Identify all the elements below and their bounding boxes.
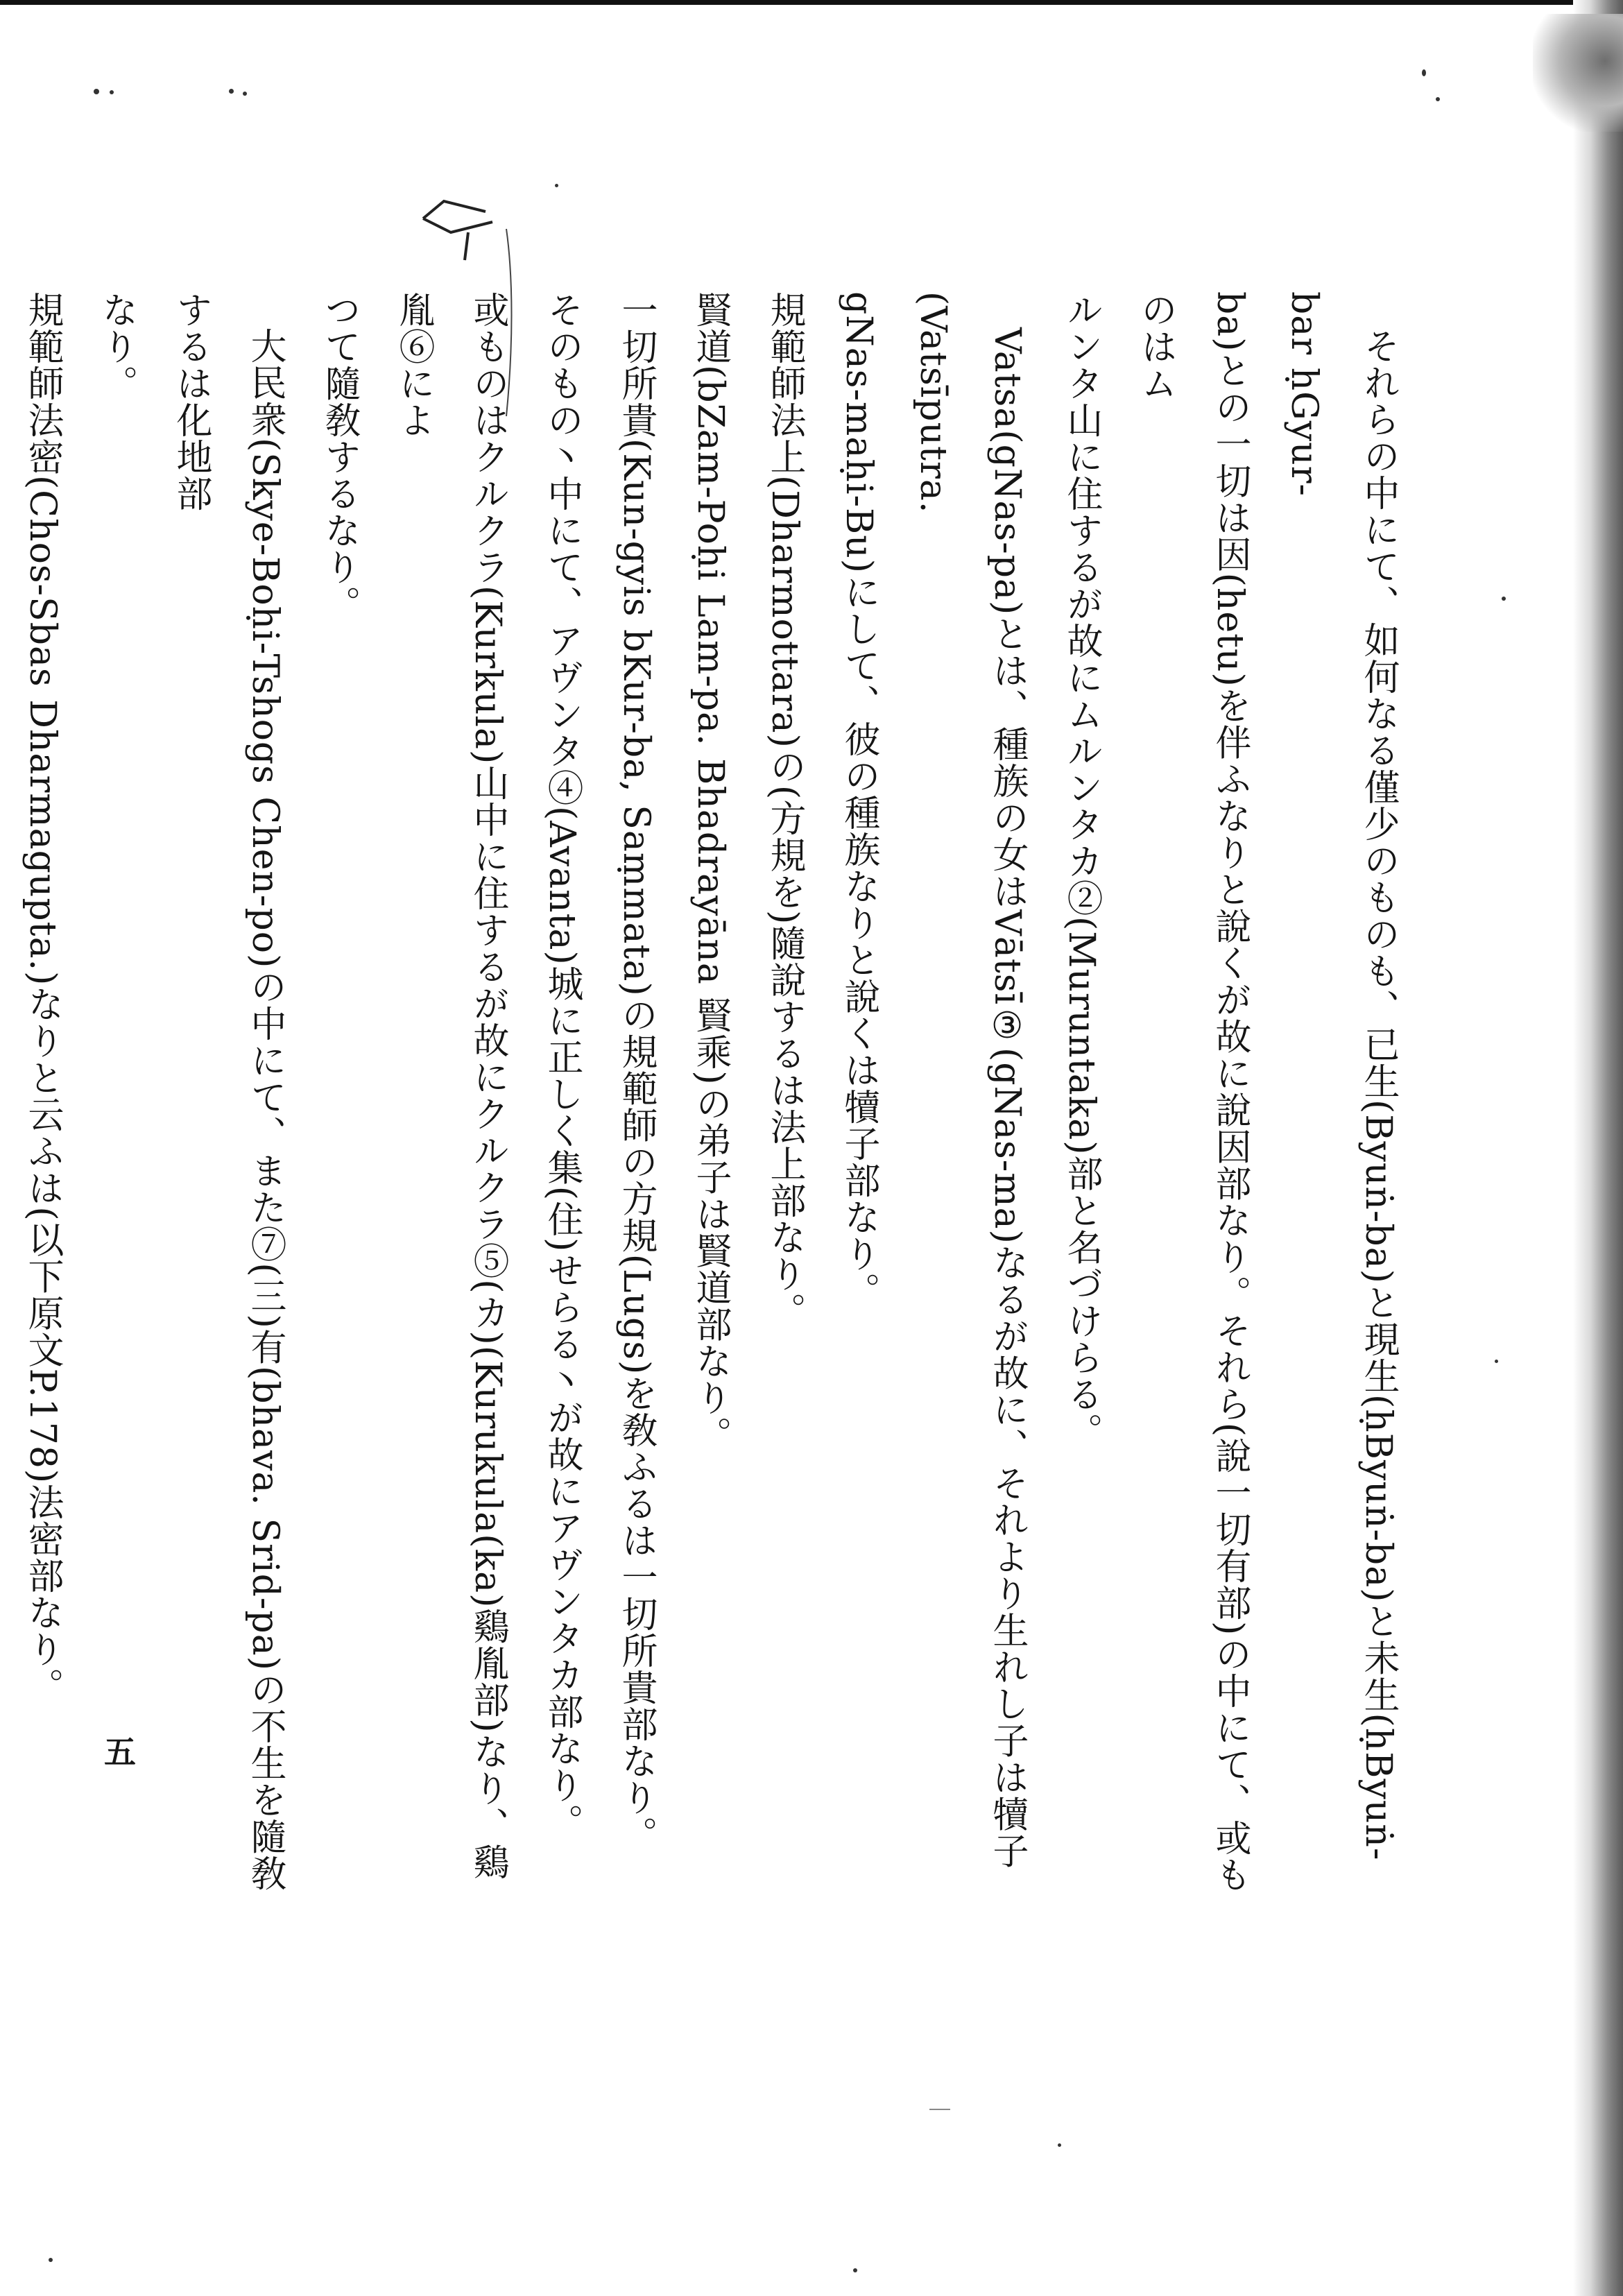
- scan-right-shadow: [1573, 0, 1623, 2296]
- scan-corner-shadow: [1533, 14, 1623, 132]
- text-line: 規範師法密(Chos-Sbas Dharmagupta.)なりと云ふは(以下原文P.178)法密部なり。: [22, 291, 63, 1705]
- page-number: 五: [104, 1733, 136, 1771]
- text-line: 大民衆(Skye-Boḥi-Tshogs Chen-po)の中にて、また⑦(三)有(bhava. Srid-pa)の不生を隨敎するは化地部: [170, 291, 286, 1892]
- vertical-text-body: [0, 291, 1415, 1908]
- text-line: 規範師法上(Dharmottara)の(方規を)隨說するは法上部なり。: [764, 291, 805, 1330]
- text-line: つて隨敎するなり。: [318, 291, 360, 622]
- scan-speck: [1495, 1360, 1498, 1363]
- text-line: gNas-maḥi-Bu)にして、彼の種族なりと說くは犢子部なり。: [838, 291, 879, 1310]
- scan-speck: [49, 2258, 53, 2262]
- text-line: それらの中にて、如何なる僅少のものも、已生(Byuṅ-ba)と現生(ḥByuṅ-ba)と未生(ḥByuṅ-bar ḥGyur-: [1283, 291, 1399, 1861]
- scan-speck: [110, 90, 114, 94]
- scan-speck: [229, 89, 234, 94]
- scan-speck: [929, 2109, 950, 2110]
- text-line: 賢道(bZam-Poḥi Lam-pa. Bhadrayāna 賢乘)の弟子は賢道部なり。: [689, 291, 731, 1453]
- scan-speck: [243, 92, 247, 96]
- text-line: [0, 291, 5, 1908]
- scan-speck: [1422, 69, 1426, 76]
- text-line: 或ものはクルクラ(Kurkula)山中に住するが故にクルクラ⑤(カ)(Kurukula(ka)鷄胤部)なり、鷄胤⑥によ: [393, 291, 508, 1881]
- text-line: Vatsa(gNas-pa)とは、種族の女はVātsī③(gNas-ma)なるが故に、それより生れし子は犢子(Vatsīputra.: [912, 291, 1028, 1869]
- scan-top-rule: [0, 0, 1623, 5]
- scan-speck: [1502, 597, 1506, 601]
- text-line: そのもの丶中にて、アヴンタ④(Avanta)城に正しく集(住)せらる丶が故にアヴンタカ部なり。: [541, 291, 583, 1841]
- text-line: ba)との一切は因(hetu)を伴ふなりと說くが故に說因部なり。それら(說一切有部)の中にて、或ものはム: [1135, 291, 1251, 1894]
- scan-speck: [1436, 97, 1440, 101]
- scan-speck: [853, 2268, 857, 2272]
- scan-speck: [1058, 2143, 1061, 2147]
- scan-speck: [555, 184, 558, 187]
- text-line: なり。: [96, 291, 137, 402]
- scan-speck: [94, 89, 99, 94]
- text-line: ルンタ山に住するが故にムルンタカ②(Muruntaka)部と名づけらる。: [1060, 291, 1102, 1450]
- text-line: 一切所貴(Kun-gyis bKur-ba, Saṃmata)の規範師の方規(Lugs)を敎ふるは一切所貴部なり。: [615, 291, 657, 1853]
